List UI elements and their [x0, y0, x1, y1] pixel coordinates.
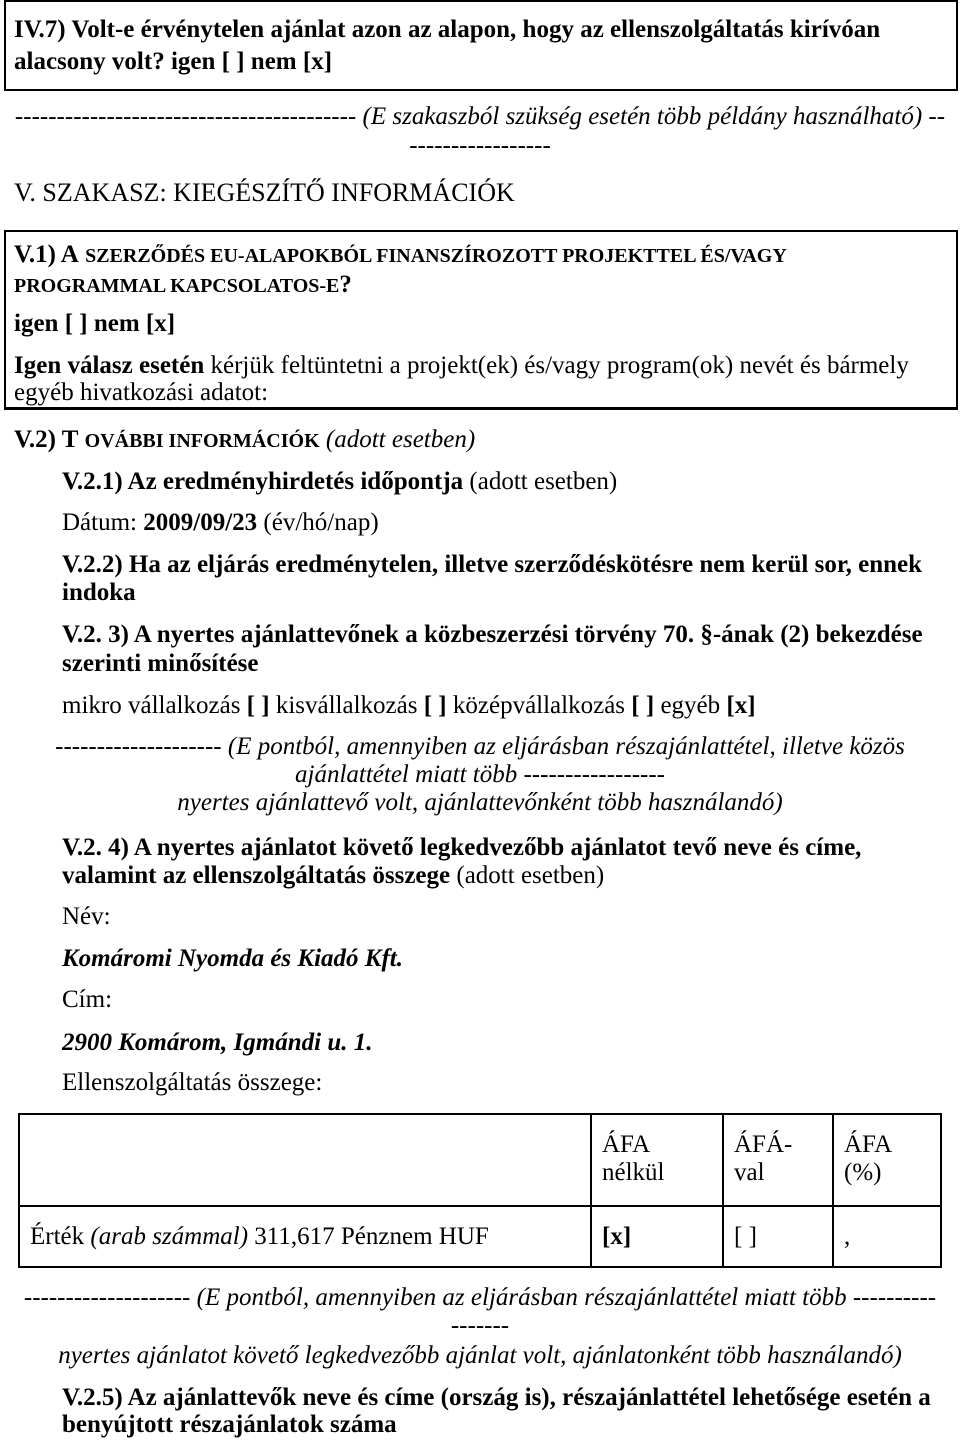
amount-table-value-row: [19, 1206, 941, 1267]
v2-heading: [14, 426, 475, 454]
header-vat-rate-line1: ÁFA: [844, 1131, 893, 1158]
address-label: Cím:: [62, 986, 113, 1013]
separator-note-text: (E szakaszból szükség esetén több példány használható): [362, 103, 923, 130]
value-amount: 311,617: [254, 1222, 335, 1250]
header-vat-included-line1: ÁFÁ-: [734, 1131, 793, 1158]
v2-heading-qualifier: (adott esetben): [325, 426, 476, 453]
v1-answer: igen [ ] nem [x]: [14, 310, 176, 337]
date-value: 2009/09/23: [143, 509, 258, 536]
header-vat-rate-line2: (%): [844, 1159, 882, 1186]
header-vat-excluded: [591, 1114, 723, 1206]
header-vat-excluded-line2: nélkül: [602, 1159, 665, 1186]
value-cell: [19, 1206, 591, 1267]
separator-note-line1: [0, 103, 960, 131]
vat-rate-value: ,: [833, 1206, 941, 1267]
note1-line3: nyertes ajánlattevő volt, ajánlattevőnként több használandó): [177, 789, 783, 816]
separator-dashes: -----------------------------------------: [14, 103, 357, 130]
option-box-micro: [ ]: [246, 692, 270, 719]
vat-excluded-checkbox-text: [x]: [591, 1206, 723, 1267]
note1-dashes-end: -----------------: [523, 761, 665, 788]
v21-qualifier: (adott esetben): [469, 468, 618, 495]
note1-line1: [0, 733, 960, 761]
amount-table: [18, 1113, 942, 1268]
v21-date-line: [62, 509, 379, 537]
note2-dashes-end: ----------: [852, 1284, 937, 1311]
date-format: (év/hó/nap): [263, 509, 379, 536]
note2-line1: [0, 1284, 960, 1312]
value-label: Érték: [30, 1222, 85, 1250]
amount-table-header-row: [19, 1114, 941, 1206]
date-label: Dátum:: [62, 509, 137, 536]
amount-label: Ellenszolgáltatás összege:: [62, 1069, 323, 1096]
header-vat-excluded-line1: ÁFA: [602, 1131, 651, 1158]
header-vat-included: [723, 1114, 833, 1206]
currency-label: Pénznem: [340, 1222, 433, 1250]
note2-line2: -------: [450, 1312, 510, 1339]
separator-dashes-end: --: [928, 103, 946, 130]
amount-table-header-empty: [19, 1114, 591, 1206]
v2-heading-prefix: V.2) T: [14, 426, 79, 453]
v25-heading-line2: benyújtott részajánlatok száma: [62, 1411, 397, 1438]
option-label-other: egyéb: [660, 692, 721, 719]
v22-heading-line2: indoka: [62, 579, 136, 606]
option-box-small: [ ]: [423, 692, 447, 719]
v24-heading-line2: [62, 862, 604, 890]
name-value: Komáromi Nyomda és Kiadó Kft.: [62, 945, 403, 972]
v24-heading-bold: valamint az ellenszolgáltatás összege: [62, 862, 451, 889]
v25-heading-line1: V.2.5) Az ajánlattevők neve és címe (ország is), részajánlattétel lehetősége esetén a: [62, 1384, 931, 1411]
note1-dashes: --------------------: [55, 733, 222, 760]
note1-text1: (E pontból, amennyiben az eljárásban részajánlattétel, illetve közös: [227, 733, 905, 760]
note1-line2: [0, 761, 960, 789]
v21-title: V.2.1) Az eredményhirdetés időpontja: [62, 468, 464, 495]
v1-heading-smallcaps-1: SZERZŐDÉS EU-ALAPOKBÓL FINANSZÍROZOTT PROJEKTTEL ÉS/VAGY: [85, 245, 787, 267]
separator-note-line2: -----------------: [409, 132, 551, 159]
note2-dashes: --------------------: [23, 1284, 191, 1311]
v1-instruction-line1: [14, 352, 909, 380]
v1-heading-prefix: V.1) A: [14, 241, 79, 268]
name-label: Név:: [62, 903, 111, 930]
v21-heading: [62, 468, 617, 496]
v23-heading-line2: szerinti minősítése: [62, 650, 259, 677]
v2-heading-smallcaps: OVÁBBI INFORMÁCIÓK: [84, 430, 320, 452]
v24-heading-line1: V.2. 4) A nyertes ajánlatot követő legkedvezőbb ajánlatot tevő neve és címe,: [62, 834, 862, 861]
v23-classification-options: [62, 692, 756, 720]
v1-heading-smallcaps-2: PROGRAMMAL KAPCSOLATOS-E: [14, 275, 340, 297]
note2-line3: nyertes ajánlatot követő legkedvezőbb ajánlat volt, ajánlatonként több használandó): [58, 1342, 902, 1369]
v23-heading-line1: V.2. 3) A nyertes ajánlattevőnek a közbeszerzési törvény 70. §-ának (2) bekezdése: [62, 621, 923, 648]
address-value: 2900 Komárom, Igmándi u. 1.: [62, 1029, 373, 1056]
option-label-micro: mikro vállalkozás: [62, 692, 241, 719]
currency-value: HUF: [438, 1222, 489, 1250]
section-iv7-box: [4, 0, 958, 91]
note2-text1: (E pontból, amennyiben az eljárásban részajánlattétel miatt több: [196, 1284, 847, 1311]
v1-heading-question-mark: ?: [339, 271, 352, 298]
section-iv7-question-line1: IV.7) Volt-e érvénytelen ajánlat azon az alapon, hogy az ellenszolgáltatás kirívóan: [14, 16, 881, 43]
v1-heading-line2: [14, 271, 352, 299]
option-box-other: [x]: [726, 692, 756, 719]
v22-heading-line1: V.2.2) Ha az eljárás eredménytelen, illetve szerződéskötésre nem kerül sor, ennek: [62, 551, 923, 578]
section-iv7-question-line2: alacsony volt? igen [ ] nem [x]: [14, 48, 333, 75]
section-v-title: V. SZAKASZ: KIEGÉSZÍTŐ INFORMÁCIÓK: [14, 178, 515, 207]
header-vat-rate: [833, 1114, 941, 1206]
v1-heading-line1: [14, 241, 787, 269]
v1-instruction-bold: Igen válasz esetén: [14, 352, 205, 379]
option-label-medium: középvállalkozás: [452, 692, 626, 719]
v24-qualifier: (adott esetben): [456, 862, 605, 889]
header-vat-included-line2: val: [734, 1159, 765, 1186]
value-hint: (arab számmal): [90, 1222, 249, 1250]
vat-included-checkbox-text: [ ]: [723, 1206, 833, 1267]
option-label-small: kisvállalkozás: [275, 692, 418, 719]
v1-instruction-line2: egyéb hivatkozási adatot:: [14, 379, 269, 406]
v1-instruction-text: kérjük feltüntetni a projekt(ek) és/vagy program(ok) nevét és bármely: [210, 352, 909, 379]
note1-text2: ajánlattétel miatt több: [295, 761, 518, 788]
option-box-medium: [ ]: [631, 692, 655, 719]
